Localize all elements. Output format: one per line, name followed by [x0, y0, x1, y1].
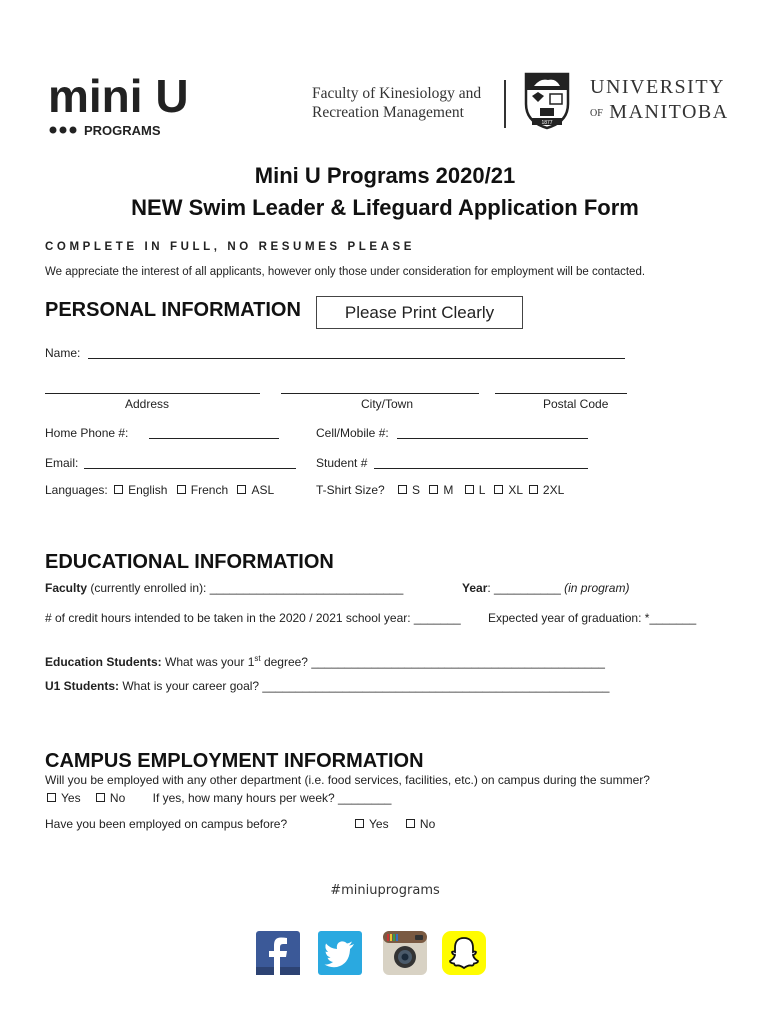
form-subtitle: COMPLETE IN FULL, NO RESUMES PLEASE [45, 241, 416, 253]
faculty-field[interactable]: (currently enrolled in): _____________________________ [87, 581, 404, 595]
email-field[interactable] [84, 468, 296, 469]
hours-per-week-field[interactable]: If yes, how many hours per week? ________ [152, 791, 392, 805]
form-title-line1: Mini U Programs 2020/21 [254, 163, 516, 188]
facebook-icon[interactable] [256, 931, 300, 975]
postal-code-label: Postal Code [543, 397, 609, 411]
campus-q1: Will you be employed with any other department (i.e. food services, facilities, etc.) on campus during the summer? [45, 773, 650, 787]
language-english: English [128, 483, 168, 497]
address-label: Address [125, 397, 170, 411]
campus-q2: Have you been employed on campus before? [45, 817, 288, 831]
u1-career-goal-field[interactable]: What is your career goal? ____________________________________________________ [119, 679, 610, 693]
university-wordmark [590, 76, 729, 124]
home-phone-field[interactable] [149, 438, 279, 439]
languages-row [45, 483, 274, 497]
credit-hours-field[interactable]: # of credit hours intended to be taken in the 2020 / 2021 school year: _______ [45, 611, 461, 625]
campus-q2-yes-checkbox[interactable] [355, 819, 364, 828]
address-field[interactable] [45, 393, 260, 394]
campus-q1-yes: Yes [61, 791, 81, 805]
campus-q1-no-checkbox[interactable] [96, 793, 105, 802]
campus-q2-no: No [419, 817, 436, 831]
tshirt-s: S [412, 483, 421, 497]
year-row[interactable] [462, 581, 629, 595]
campus-q2-options [355, 817, 435, 831]
personal-heading: PERSONAL INFORMATION [45, 299, 301, 321]
university-line2: MANITOBA [609, 101, 729, 123]
intro-text: We appreciate the interest of all applicants, however only those under consideration for employment will be contacted. [45, 266, 646, 278]
english-checkbox[interactable] [114, 485, 123, 494]
faculty-name [312, 84, 481, 122]
cell-field[interactable] [397, 438, 588, 439]
name-label: Name: [45, 346, 81, 360]
faculty-row[interactable] [45, 581, 403, 595]
form-title-line2: NEW Swim Leader & Lifeguard Application Form [131, 195, 639, 220]
education-heading: EDUCATIONAL INFORMATION [45, 551, 334, 573]
tshirt-l-checkbox[interactable] [465, 485, 474, 494]
home-phone-label: Home Phone #: [45, 426, 129, 440]
name-field[interactable] [88, 358, 625, 359]
campus-q1-yes-checkbox[interactable] [47, 793, 56, 802]
university-crest-icon [522, 70, 572, 130]
campus-q1-no: No [109, 791, 126, 805]
instagram-icon[interactable] [383, 931, 427, 975]
university-line1: UNIVERSITY [590, 76, 725, 98]
tshirt-row [316, 483, 564, 497]
logo-sub-text: PROGRAMS [84, 123, 161, 138]
city-label: City/Town [361, 397, 414, 411]
tshirt-xl: XL [508, 483, 523, 497]
campus-q2-no-checkbox[interactable] [406, 819, 415, 828]
campus-q1-options [45, 791, 391, 805]
tshirt-label: T-Shirt Size? [316, 483, 385, 497]
email-label: Email: [45, 456, 79, 470]
campus-q2-yes: Yes [369, 817, 389, 831]
year-label: Year [462, 581, 488, 595]
faculty-label: Faculty [45, 581, 88, 595]
snapchat-icon[interactable] [442, 931, 486, 975]
campus-heading: CAMPUS EMPLOYMENT INFORMATION [45, 750, 424, 772]
city-field[interactable] [281, 393, 479, 394]
university-of: OF [590, 107, 603, 119]
tshirt-l: L [478, 483, 485, 497]
cell-label: Cell/Mobile #: [316, 426, 389, 440]
hashtag: #miniuprograms [330, 883, 440, 898]
student-number-field[interactable] [374, 468, 588, 469]
u1-students-label: U1 Students: [45, 679, 120, 693]
education-students-field[interactable]: degree? ____________________________________________ [260, 655, 605, 669]
graduation-year-field[interactable]: Expected year of graduation: *_______ [488, 611, 697, 625]
tshirt-2xl-checkbox[interactable] [529, 485, 538, 494]
tshirt-m: M [443, 483, 454, 497]
languages-label: Languages: [45, 483, 108, 497]
crest-year: 1877 [541, 120, 553, 126]
education-students-sup: st [254, 654, 261, 663]
tshirt-m-checkbox[interactable] [429, 485, 438, 494]
tshirt-2xl: 2XL [542, 483, 565, 497]
print-clearly-box: Please Print Clearly [316, 296, 523, 329]
year-field[interactable]: : __________ [487, 581, 565, 595]
faculty-line2: Recreation Management [312, 104, 464, 121]
education-students-label: Education Students: [45, 655, 162, 669]
mini-u-logo [48, 70, 253, 140]
tshirt-xl-checkbox[interactable] [494, 485, 503, 494]
education-students-row[interactable] [45, 654, 605, 669]
logo-main-text: mini U [48, 70, 189, 122]
faculty-line1: Faculty of Kinesiology and [312, 85, 482, 102]
education-students-q1: What was your 1 [161, 655, 255, 669]
year-note: (in program) [564, 581, 630, 595]
postal-code-field[interactable] [495, 393, 627, 394]
tshirt-s-checkbox[interactable] [398, 485, 407, 494]
language-french: French [190, 483, 229, 497]
header-divider [504, 80, 506, 128]
language-asl: ASL [251, 483, 275, 497]
u1-students-row[interactable] [45, 679, 609, 693]
asl-checkbox[interactable] [237, 485, 246, 494]
french-checkbox[interactable] [177, 485, 186, 494]
student-number-label: Student # [316, 456, 368, 470]
twitter-icon[interactable] [318, 931, 362, 975]
